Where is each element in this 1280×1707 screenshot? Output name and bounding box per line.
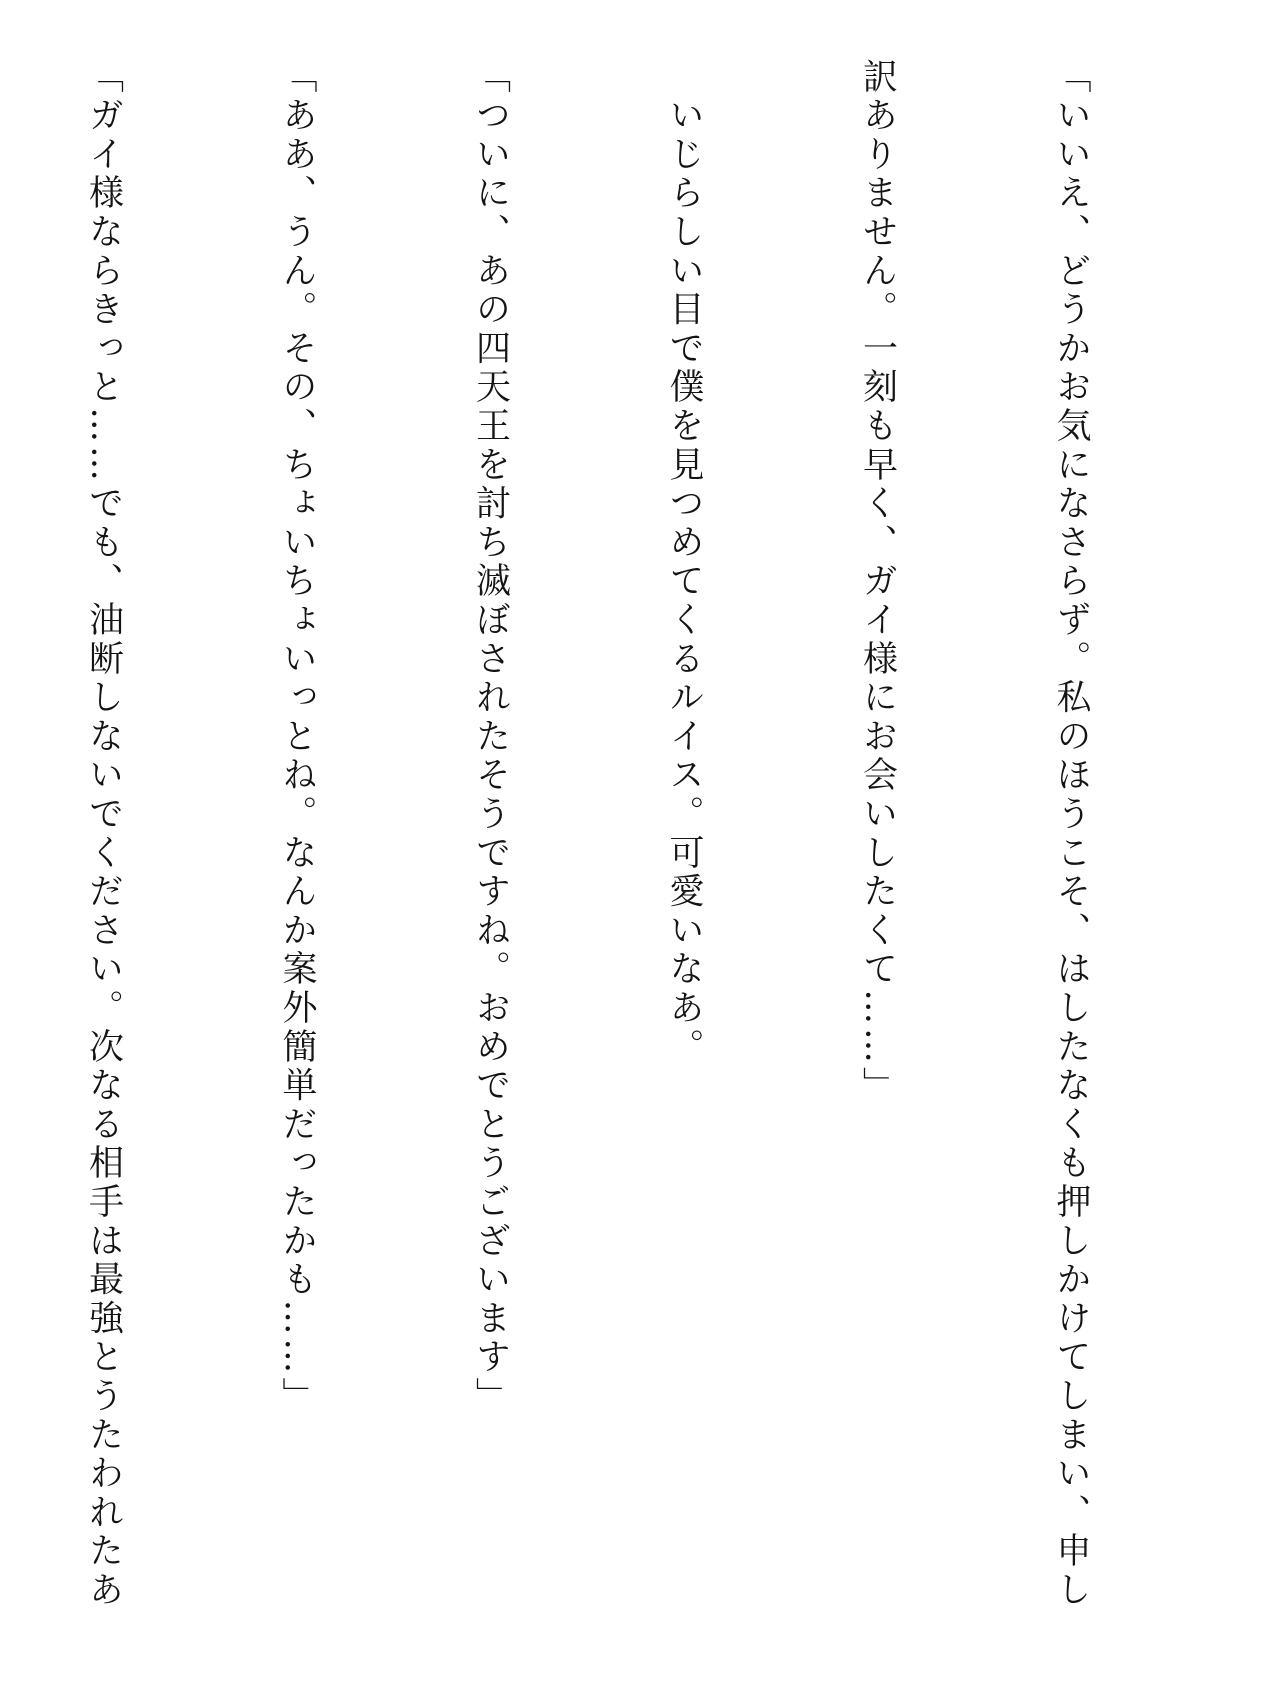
text-line: いじらしい目で僕を見つめてくるルイス。可愛いなあ。 — [664, 58, 704, 1067]
text-line: 訳ありません。一刻も早く、ガイ様にお会いしたくて……」 — [857, 58, 898, 1106]
text-line: 「ガイ様ならきっと……でも、油断しないでください。次なる相手は最強とうたわれたあ — [83, 58, 124, 1610]
text-line: 「ああ、うん。その、ちょいちょいっとね。なんか案外簡単だったかも……」 — [277, 58, 317, 1416]
vertical-text-body — [0, 58, 1232, 1678]
text-line: 「ついに、あの四天王を討ち滅ぼされたそうですね。おめでとうございます」 — [470, 58, 511, 1416]
text-line: 「いいえ、どうかお気になさらず。私のほうこそ、はしたなくも押しかけてしまい、申し — [1051, 58, 1091, 1610]
